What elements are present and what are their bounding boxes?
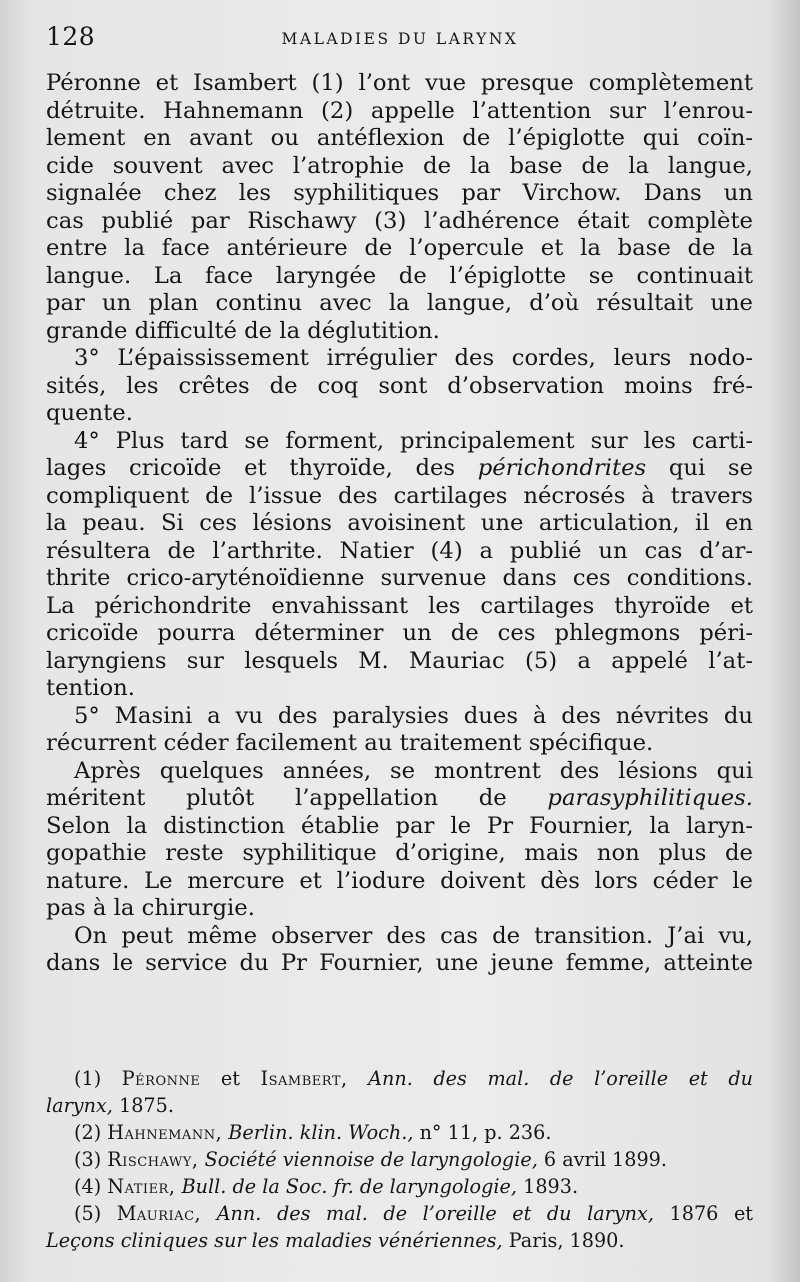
author-name: Isambert, xyxy=(260,1067,348,1090)
citation-details: n° 11, p. 236. xyxy=(419,1121,552,1144)
citation-details: 1876 et xyxy=(669,1202,754,1225)
author-name: Natier, xyxy=(107,1175,176,1198)
text-line xyxy=(46,1227,753,1254)
text-line: grande difficulté de la déglutition. xyxy=(46,317,440,344)
text-run: méritent plutôt l’appellation de xyxy=(46,785,548,811)
text-line: lement en avant ou antéflexion de l’épiglotte qui coïn- xyxy=(46,125,753,151)
author-name: Péronne xyxy=(121,1067,201,1090)
source-title: Société viennoise de laryngologie, xyxy=(204,1148,538,1171)
text-line xyxy=(46,1200,753,1227)
footnote-2 xyxy=(46,1119,753,1146)
footnote-number: (4) xyxy=(74,1175,102,1198)
source-title: larynx, xyxy=(46,1094,113,1117)
body-text xyxy=(46,70,753,978)
italic-term: parasyphilitiques. xyxy=(547,785,753,811)
footnote-number: (5) xyxy=(74,1202,102,1225)
paragraph-1 xyxy=(46,70,753,345)
text-line: 4° Plus tard se forment, principalement sur les carti- xyxy=(74,427,753,454)
text-line: nature. Le mercure et l’iodure doivent dès lors céder le xyxy=(46,867,753,894)
paragraph-5 xyxy=(46,758,753,923)
text-line: quente. xyxy=(46,400,133,426)
text-line: entre la face antérieure de l’opercule et la base de la xyxy=(46,235,753,261)
running-title: MALADIES DU LARYNX xyxy=(281,30,519,48)
text-line: laryngiens sur lesquels M. Mauriac (5) a appelé l’at- xyxy=(46,647,753,674)
text-line xyxy=(46,1065,753,1092)
text-line: langue. La face laryngée de l’épiglotte se continuait xyxy=(46,262,753,289)
footnote-5 xyxy=(46,1200,753,1254)
citation-details: Paris, 1890. xyxy=(508,1229,625,1252)
citation-details: 1893. xyxy=(523,1175,579,1198)
author-name: Rischawy, xyxy=(107,1148,199,1171)
source-title: Bull. de la Soc. fr. de laryngologie, xyxy=(181,1175,517,1198)
text-line: par un plan continu avec la langue, d’où résultait une xyxy=(46,290,753,316)
italic-term: périchondrites xyxy=(477,455,647,481)
text-line xyxy=(46,455,753,483)
text-line: Après quelques années, se montrent des lésions qui xyxy=(74,757,753,784)
text-line: dans le service du Pr Fournier, une jeune femme, atteinte xyxy=(46,950,753,976)
paragraph-6 xyxy=(46,923,753,978)
paragraph-3 xyxy=(46,428,753,703)
text-line: sités, les crêtes de coq sont d’observation moins fré- xyxy=(46,372,753,399)
text-run: qui se xyxy=(646,455,753,481)
footnote-number: (3) xyxy=(74,1148,102,1171)
text-line: cide souvent avec l’atrophie de la base de la langue, xyxy=(46,152,753,179)
source-title: Ann. des mal. de l’oreille et du xyxy=(368,1067,753,1090)
text-run: et xyxy=(220,1067,240,1090)
text-line xyxy=(46,1092,753,1119)
text-line: cricoïde pourra déterminer un de ces phlegmons péri- xyxy=(46,620,753,646)
text-line: cas publié par Rischawy (3) l’adhérence était complète xyxy=(46,207,753,234)
footnote-number: (1) xyxy=(74,1067,102,1090)
text-line: résultera de l’arthrite. Natier (4) a publié un cas d’ar- xyxy=(46,537,753,564)
citation-details: 6 avril 1899. xyxy=(543,1148,667,1171)
footnote-1 xyxy=(46,1065,753,1119)
year: 1875. xyxy=(118,1094,174,1117)
author-name: Mauriac, xyxy=(116,1202,202,1225)
text-line: 5° Masini a vu des paralysies dues à des névrites du xyxy=(74,702,753,729)
text-line: compliquent de l’issue des cartilages nécrosés à travers xyxy=(46,482,753,509)
text-line xyxy=(46,1173,753,1200)
text-line: Selon la distinction établie par le Pr Fournier, la laryn- xyxy=(46,812,753,839)
page-number: 128 xyxy=(46,22,96,51)
text-line: La périchondrite envahissant les cartilages thyroïde et xyxy=(46,592,753,619)
text-line: la peau. Si ces lésions avoisinent une articulation, il en xyxy=(46,510,753,536)
footnote-4 xyxy=(46,1173,753,1200)
text-line: 3° L’épaississement irrégulier des cordes, leurs nodo- xyxy=(74,345,753,371)
text-line: tention. xyxy=(46,675,136,701)
text-line: gopathie reste syphilitique d’origine, mais non plus de xyxy=(46,840,753,866)
footnote-number: (2) xyxy=(74,1121,102,1144)
text-line: Péronne et Isambert (1) l’ont vue presque complètement xyxy=(46,70,753,96)
footnote-3 xyxy=(46,1146,753,1173)
text-line: récurrent céder facilement au traitement spécifique. xyxy=(46,730,654,756)
text-line xyxy=(46,1119,753,1146)
paragraph-4 xyxy=(46,703,753,758)
text-run: lages cricoïde et thyroïde, des xyxy=(46,455,478,481)
paragraph-2 xyxy=(46,345,753,428)
text-line: thrite crico-aryténoïdienne survenue dans ces conditions. xyxy=(46,565,753,591)
text-line: pas à la chirurgie. xyxy=(46,895,255,921)
source-title: Ann. des mal. de l’oreille et du larynx, xyxy=(216,1202,654,1225)
source-title: Berlin. klin. Woch., xyxy=(228,1121,414,1144)
text-line xyxy=(46,785,753,813)
source-title: Leçons cliniques sur les maladies vénériennes, xyxy=(46,1229,503,1252)
text-line: On peut même observer des cas de transition. J’ai vu, xyxy=(74,922,753,949)
footnotes xyxy=(46,1065,753,1254)
running-head xyxy=(46,22,754,52)
author-name: Hahnemann, xyxy=(107,1121,223,1144)
text-line: signalée chez les syphilitiques par Virchow. Dans un xyxy=(46,180,753,206)
text-line xyxy=(46,1146,753,1173)
text-line: détruite. Hahnemann (2) appelle l’attention sur l’enrou- xyxy=(46,97,753,124)
